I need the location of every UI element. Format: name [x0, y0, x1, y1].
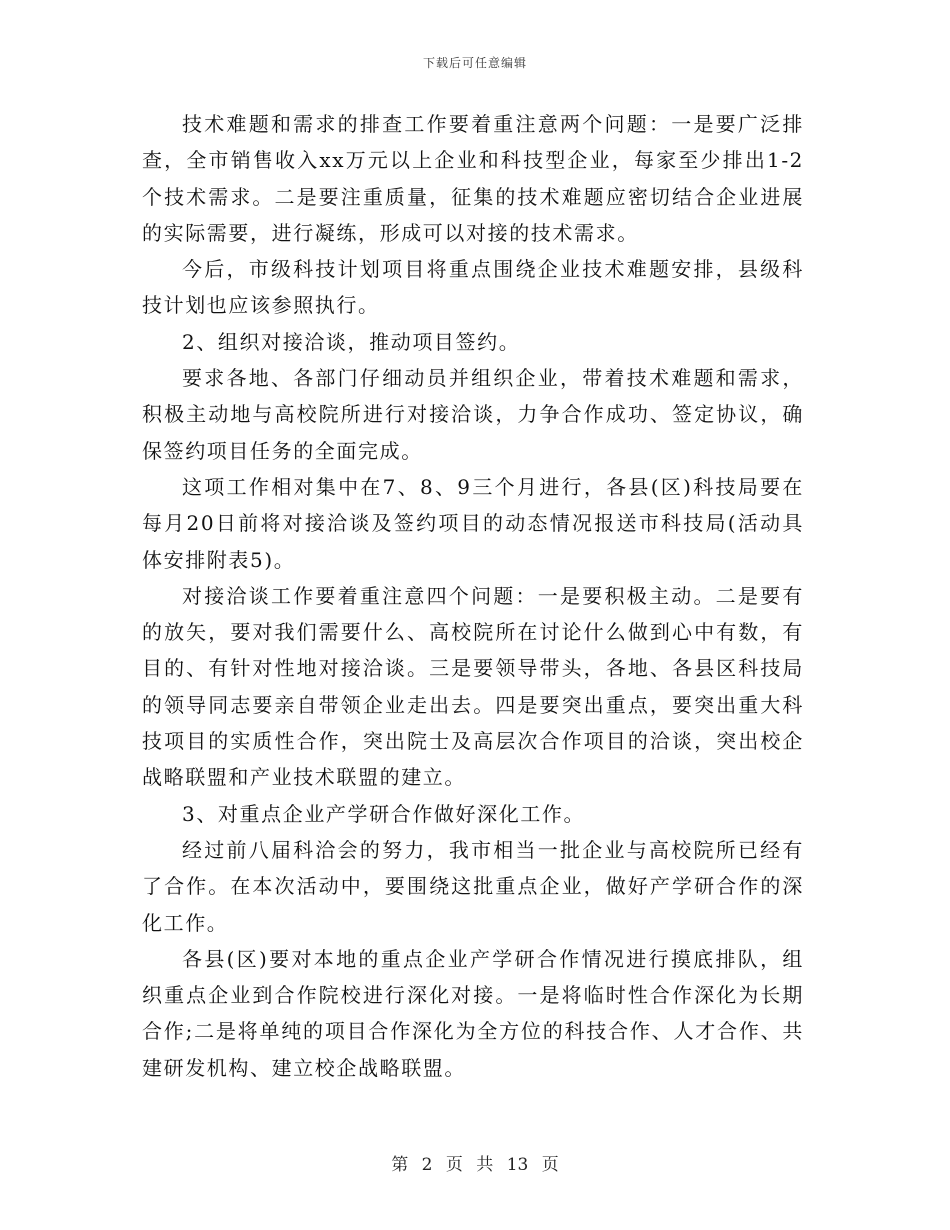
- paragraph: 各县(区)要对本地的重点企业产学研合作情况进行摸底排队，组织重点企业到合作院校进行深化对接。一是将临时性合作深化为长期合作;二是将单纯的项目合作深化为全方位的科技合作、人才合作、共建研发机构、建立校企战略联盟。: [142, 946, 804, 1080]
- section-heading: 2、组织对接洽谈，推动项目签约。: [182, 329, 521, 354]
- paragraph: 今后，市级科技计划项目将重点围绕企业技术难题安排，县级科技计划也应该参照执行。: [142, 257, 804, 318]
- paragraph: 这项工作相对集中在7、8、9三个月进行，各县(区)科技局要在每月20日前将对接洽谈及签约项目的动态情况报送市科技局(活动具体安排附表5)。: [142, 474, 804, 572]
- section-heading: 3、对重点企业产学研合作做好深化工作。: [182, 801, 586, 826]
- paragraph: 对接洽谈工作要着重注意四个问题：一是要积极主动。二是要有的放矢，要对我们需要什么、高校院所在讨论什么做到心中有数，有目的、有针对性地对接洽谈。三是要领导带头，各地、各县区科技局的领导同志要亲自带领企业走出去。四是要突出重点，要突出重大科技项目的实质性合作，突出院士及高层次合作项目的洽谈，突出校企战略联盟和产业技术联盟的建立。: [142, 583, 804, 790]
- paragraph: 技术难题和需求的排查工作要着重注意两个问题：一是要广泛排查，全市销售收入xx万元以上企业和科技型企业，每家至少排出1-2个技术需求。二是要注重质量，征集的技术难题应密切结合企业进展的实际需要，进行凝练，形成可以对接的技术需求。: [142, 112, 804, 245]
- paragraph: 经过前八届科洽会的努力，我市相当一批企业与高校院所已经有了合作。在本次活动中，要围绕这批重点企业，做好产学研合作的深化工作。: [142, 837, 804, 935]
- page-footer: 第 2 页 共 13 页: [391, 1155, 559, 1175]
- document-body: [142, 106, 804, 1086]
- page-header: 下载后可任意编辑: [422, 56, 527, 70]
- paragraph: 要求各地、各部门仔细动员并组织企业，带着技术难题和需求，积极主动地与高校院所进行对接洽谈，力争合作成功、签定协议，确保签约项目任务的全面完成。: [142, 366, 804, 463]
